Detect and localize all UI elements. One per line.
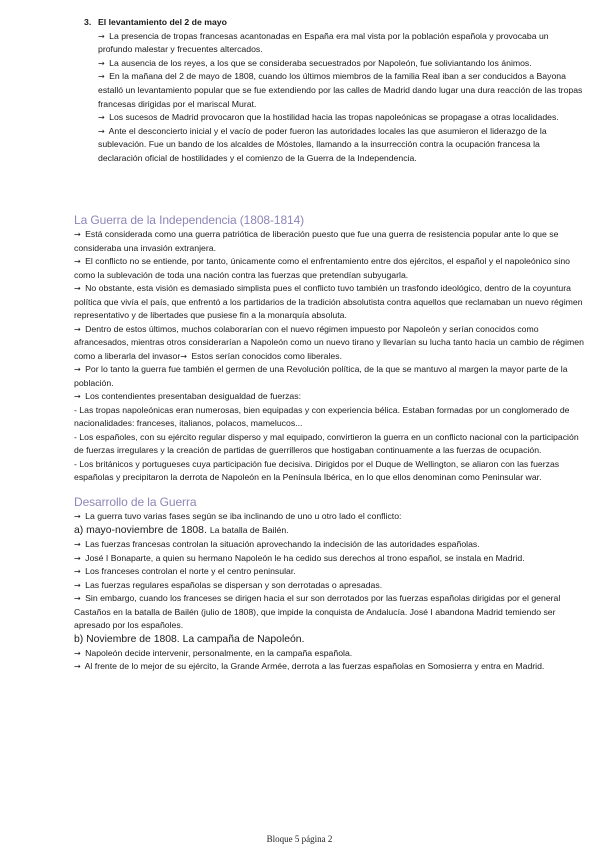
list-item: → Al frente de lo mejor de su ejército, la Grande Armée, derrota a las fuerzas españolas en Somosierra y entra en Madrid. xyxy=(74,661,545,671)
heading-desarrollo: Desarrollo de la Guerra xyxy=(74,494,197,509)
arrow-icon: → xyxy=(98,72,105,82)
dash-item: - Los británicos y portugueses cuya participación fue decisiva. Dirigidos por el Duque de Wellington, se aliaron con las fuerzas españolas y precipitaron la derrota de Napoleón en la Península Ibérica, en lo que ellos denominan como Peninsular war. xyxy=(74,458,560,482)
list-item: → La ausencia de los reyes, a los que se consideraba secuestrados por Napoleón, fue soliviantando los ánimos. xyxy=(98,57,532,68)
arrow-icon: → xyxy=(74,540,81,549)
list-item: → Sin embargo, cuando los franceses se dirigen hacia el sur son derrotados por las fuerzas españolas dirigidas por el general Castaños en la batalla de Bailén (julio de 1808), que impide la conquista de Andalucía. José I abandona Madrid temiendo ser apresado por los españoles. xyxy=(74,593,561,630)
section-number: 3. xyxy=(84,17,92,27)
arrow-icon: → xyxy=(74,392,81,401)
arrow-icon: → xyxy=(74,567,81,576)
page-footer: Bloque 5 página 2 xyxy=(266,834,333,844)
phase-a-subtitle: La batalla de Bailén. xyxy=(209,525,289,535)
dash-item: - Los españoles, con su ejército regular disperso y mal equipado, convirtieron la guerra en un conflicto nacional con la participación de fuerzas irregulares y la creación de partidas de guerrilleros que hostigaban continuamente a las fuerzas de ocupación. xyxy=(74,431,579,455)
paragraph: → Dentro de estos últimos, muchos colaborarían con el nuevo régimen impuesto por Napoleón y serían conocidos como afrancesados, mientras otros considerarían a Napoleón como un nuevo tirano y llevarían su lucha tanto hacia un cambio de régimen como a liberarla del invasor→ Estos serían conocidos como liberales. xyxy=(74,323,584,361)
arrow-icon: → xyxy=(74,365,81,374)
section-heading xyxy=(84,16,584,30)
paragraph: → Por lo tanto la guerra fue también el germen de una Revolución política, de la que se mantuvo al margen la mayor parte de la población. xyxy=(74,364,568,388)
arrow-icon: → xyxy=(74,324,81,334)
list-item: → Las fuerzas francesas controlan la situación aprovechando la indecisión de las autoridades españolas. xyxy=(74,539,480,549)
list-item: → José I Bonaparte, a quien su hermano Napoleón le ha cedido sus derechos al trono español, se instala en Madrid. xyxy=(74,552,525,563)
list-item: → Napoleón decide intervenir, personalmente, en la campaña española. xyxy=(74,647,353,658)
arrow-icon: → xyxy=(98,126,105,136)
arrow-icon: → xyxy=(74,580,81,590)
paragraph: → No obstante, esta visión es demasiado simplista pues el conflicto tuvo también un trasfondo ideológico, dentro de la coyuntura política que vivía el país, que enfrentó a los partidarios de la tradición absolutista contra aquellos que reclamaban un nuevo régimen representativo y de libertades que pusiese fin a la monarquía absoluta. xyxy=(74,283,583,320)
arrow-icon: → xyxy=(98,58,105,68)
list-item: → Los sucesos de Madrid provocaron que la hostilidad hacia las tropas napoleónicas se propagase a otras localidades. xyxy=(98,112,559,123)
arrow-icon: → xyxy=(74,594,81,603)
phase-b-title: b) Noviembre de 1808. La campaña de Napoleón. xyxy=(74,633,305,645)
arrow-icon: → xyxy=(74,230,81,239)
arrow-icon: → xyxy=(74,648,81,658)
arrow-icon: → xyxy=(74,284,81,293)
list-item: → Las fuerzas regulares españolas se dispersan y son derrotadas o apresadas. xyxy=(74,579,383,590)
paragraph: → Está considerada como una guerra patriótica de liberación puesto que fue una guerra de resistencia popular ante lo que se consideraba una invasión extranjera. xyxy=(74,229,559,253)
list-item: → Los franceses controlan el norte y el centro peninsular. xyxy=(74,566,296,576)
arrow-icon: → xyxy=(74,257,81,266)
section-title: El levantamiento del 2 de mayo xyxy=(98,17,227,27)
arrow-icon: → xyxy=(98,31,105,41)
main-content xyxy=(74,212,588,674)
arrow-icon: → xyxy=(74,511,81,521)
arrow-icon: → xyxy=(98,113,105,123)
list-item: → En la mañana del 2 de mayo de 1808, cuando los últimos miembros de la familia Real iban a ser conducidos a Bayona estalló un levantamiento popular que se fue extendiendo por las calles de Madrid dando lugar una dura reacción de las tropas francesas dirigidas por el mariscal Murat. xyxy=(98,71,583,109)
paragraph: → El conflicto no se entiende, por tanto, únicamente como el enfrentamiento entre dos ejércitos, el español y el napoleónico sino como la sublevación de toda una nación contra las fuerzas que pretendían subyugarla. xyxy=(74,256,570,280)
arrow-icon: → xyxy=(180,351,187,361)
heading-guerra: La Guerra de la Independencia (1808-1814) xyxy=(74,213,305,227)
paragraph: → Los contendientes presentaban desigualdad de fuerzas: xyxy=(74,391,302,401)
paragraph: → La guerra tuvo varias fases según se iba inclinando de uno u otro lado el conflicto: xyxy=(74,510,402,521)
phase-a-title: a) mayo-noviembre de 1808. La batalla de Bailén. xyxy=(74,525,289,536)
section-levantamiento xyxy=(84,16,584,166)
dash-item: - Las tropas napoleónicas eran numerosas, bien equipadas y con experiencia bélica. Estaban formadas por un conglomerado de nacionalidades: franceses, italianos, polacos, mamelucos... xyxy=(74,404,570,428)
list-item: → Ante el desconcierto inicial y el vacío de poder fueron las autoridades locales las que asumieron el liderazgo de la sublevación. Fue un bando de los alcaldes de Móstoles, llamando a la insurrección contra la ocupación francesa la declaración oficial de hostilidades y el comienzo de la Guerra de la Independencia. xyxy=(98,125,547,163)
list-item: → La presencia de tropas francesas acantonadas en España era mal vista por la población española y provocaba un profundo malestar y frecuentes altercados. xyxy=(98,30,549,55)
arrow-icon: → xyxy=(74,553,81,563)
arrow-icon: → xyxy=(74,662,81,671)
